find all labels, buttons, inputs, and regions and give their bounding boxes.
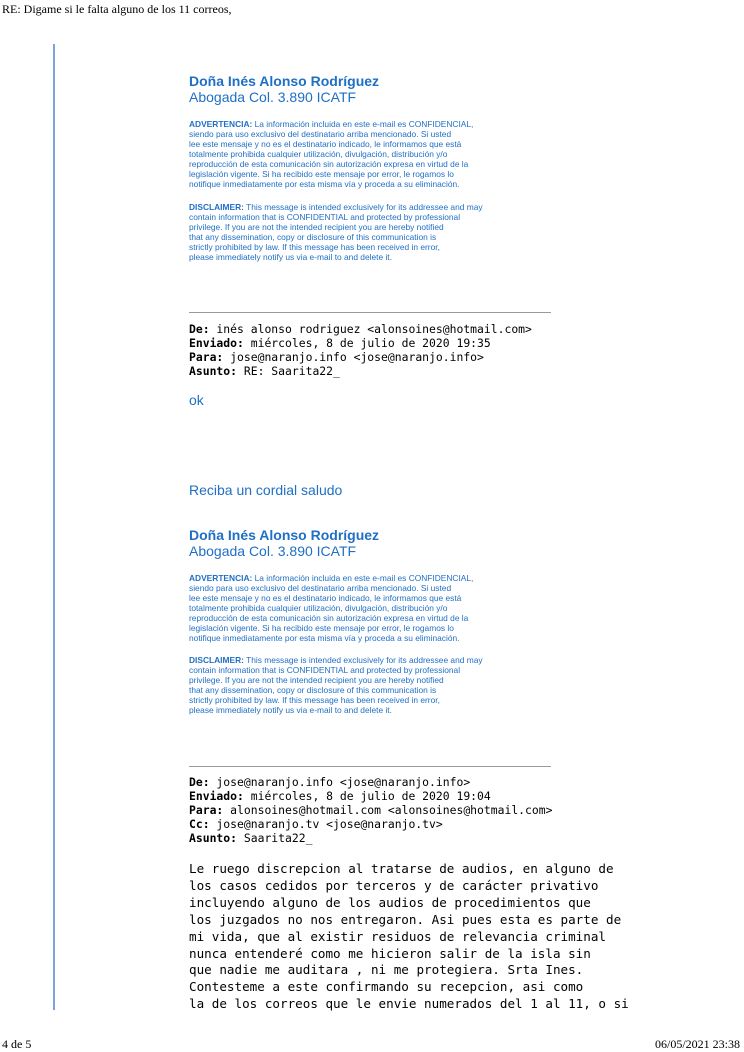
to-label: Para: xyxy=(189,350,224,364)
closing-text: Reciba un cordial saludo xyxy=(189,482,343,498)
disclaimer-line: privilege. If you are not the intended recipient you are hereby notified xyxy=(189,222,444,232)
disclaimer-line: contain information that is CONFIDENTIAL and protected by professional xyxy=(189,665,461,675)
disclaimer-line: This message is intended exclusively for its addressee and may xyxy=(243,655,483,665)
disclaimer-line: please immediately notify us via e-mail to and delete it. xyxy=(189,705,392,715)
subject-value: RE: Saarita22_ xyxy=(237,364,340,378)
body-line: los casos cedidos por terceros y de carácter privativo xyxy=(189,877,599,893)
to-label: Para: xyxy=(189,803,224,817)
sent-value: miércoles, 8 de julio de 2020 19:35 xyxy=(243,336,491,350)
sent-value: miércoles, 8 de julio de 2020 19:04 xyxy=(243,789,491,803)
body-line: los juzgados no nos entregaron. Asi pues esta es parte de xyxy=(189,911,622,927)
separator-line xyxy=(189,312,551,313)
signature-name: Doña Inés Alonso Rodríguez xyxy=(189,73,380,89)
advertencia-notice xyxy=(189,573,473,643)
body-line: incluyendo alguno de los audios de procedimientos que xyxy=(189,894,591,910)
advertencia-line: reproducción de esta comunicación sin autorización expresa en virtud de la xyxy=(189,159,469,169)
advertencia-line: La información incluida en este e-mail es CONFIDENCIAL, xyxy=(252,119,474,129)
signature-title: Abogada Col. 3.890 ICATF xyxy=(189,89,357,105)
body-line: Le ruego discrepcion al tratarse de audios, en alguno de xyxy=(189,861,614,876)
email-body-text: ok xyxy=(189,392,204,408)
subject-label: Asunto: xyxy=(189,364,238,378)
email-header xyxy=(189,322,532,378)
body-line: nunca entenderé como me hicieron salir de la isla sin xyxy=(189,945,591,961)
print-datetime: 06/05/2021 23:38 xyxy=(654,1037,740,1051)
advertencia-label: ADVERTENCIA: xyxy=(189,573,253,583)
advertencia-line: notifique inmediatamente por esta misma vía y proceda a su eliminación. xyxy=(189,633,460,643)
body-line: Contesteme a este confirmando su recepcion, asi como xyxy=(189,979,584,995)
advertencia-line: reproducción de esta comunicación sin autorización expresa en virtud de la xyxy=(189,613,469,623)
advertencia-line: siendo para uso exclusivo del destinatario arriba mencionado. Si usted xyxy=(189,583,452,593)
email-body xyxy=(189,861,629,1013)
body-line: que nadie me auditara , ni me protegiera. Srta Ines. xyxy=(189,962,584,978)
disclaimer-line: privilege. If you are not the intended recipient you are hereby notified xyxy=(189,675,444,685)
subject-value: Saarita22_ xyxy=(237,831,313,845)
disclaimer-line: that any dissemination, copy or disclosure of this communication is xyxy=(189,232,437,242)
advertencia-line: legislación vigente. Si ha recibido este mensaje por error, le rogamos lo xyxy=(189,623,454,633)
advertencia-notice xyxy=(189,119,473,189)
disclaimer-label: DISCLAIMER: xyxy=(189,655,244,665)
advertencia-line: La información incluida en este e-mail es CONFIDENCIAL, xyxy=(252,573,474,583)
from-label: De: xyxy=(189,322,210,336)
sent-label: Enviado: xyxy=(189,789,244,803)
disclaimer-line: please immediately notify us via e-mail to and delete it. xyxy=(189,252,392,262)
disclaimer-line: strictly prohibited by law. If this message has been received in error, xyxy=(189,242,440,252)
disclaimer-label: DISCLAIMER: xyxy=(189,202,244,212)
body-line: mi vida, que al existir residuos de relevancia criminal xyxy=(189,928,607,944)
quote-bar xyxy=(53,44,55,1010)
from-value: inés alonso rodriguez <alonsoines@hotmail.com> xyxy=(209,322,532,336)
to-value: jose@naranjo.info <jose@naranjo.info> xyxy=(223,350,484,364)
advertencia-line: legislación vigente. Si ha recibido este mensaje por error, le rogamos lo xyxy=(189,169,454,179)
subject-label: Asunto: xyxy=(189,831,238,845)
disclaimer-notice xyxy=(189,202,483,262)
advertencia-line: lee este mensaje y no es el destinatario indicado, le informamos que está xyxy=(189,593,462,603)
cc-value: jose@naranjo.tv <jose@naranjo.tv> xyxy=(209,817,443,831)
cc-label: Cc: xyxy=(189,817,210,831)
advertencia-line: totalmente prohibida cualquier utilización, divulgación, distribución y/o xyxy=(189,149,448,159)
page-header-title: RE: Digame si le falta alguno de los 11 correos, xyxy=(2,2,232,16)
page-number: 4 de 5 xyxy=(2,1037,32,1051)
advertencia-line: siendo para uso exclusivo del destinatario arriba mencionado. Si usted xyxy=(189,129,452,139)
email-header xyxy=(189,775,552,845)
disclaimer-line: strictly prohibited by law. If this message has been received in error, xyxy=(189,695,440,705)
advertencia-label: ADVERTENCIA: xyxy=(189,119,253,129)
disclaimer-line: that any dissemination, copy or disclosure of this communication is xyxy=(189,685,437,695)
signature-name: Doña Inés Alonso Rodríguez xyxy=(189,527,380,543)
disclaimer-notice xyxy=(189,655,483,715)
disclaimer-line: This message is intended exclusively for its addressee and may xyxy=(243,202,483,212)
to-value: alonsoines@hotmail.com <alonsoines@hotmail.com> xyxy=(223,803,553,817)
sent-label: Enviado: xyxy=(189,336,244,350)
disclaimer-line: contain information that is CONFIDENTIAL and protected by professional xyxy=(189,212,461,222)
separator-line xyxy=(189,766,551,767)
from-value: jose@naranjo.info <jose@naranjo.info> xyxy=(209,775,471,789)
advertencia-line: lee este mensaje y no es el destinatario indicado, le informamos que está xyxy=(189,139,462,149)
signature-title: Abogada Col. 3.890 ICATF xyxy=(189,543,357,559)
advertencia-line: notifique inmediatamente por esta misma vía y proceda a su eliminación. xyxy=(189,179,460,189)
advertencia-line: totalmente prohibida cualquier utilización, divulgación, distribución y/o xyxy=(189,603,448,613)
from-label: De: xyxy=(189,775,210,789)
body-line: la de los correos que le envie numerados del 1 al 11, o si xyxy=(189,996,629,1012)
